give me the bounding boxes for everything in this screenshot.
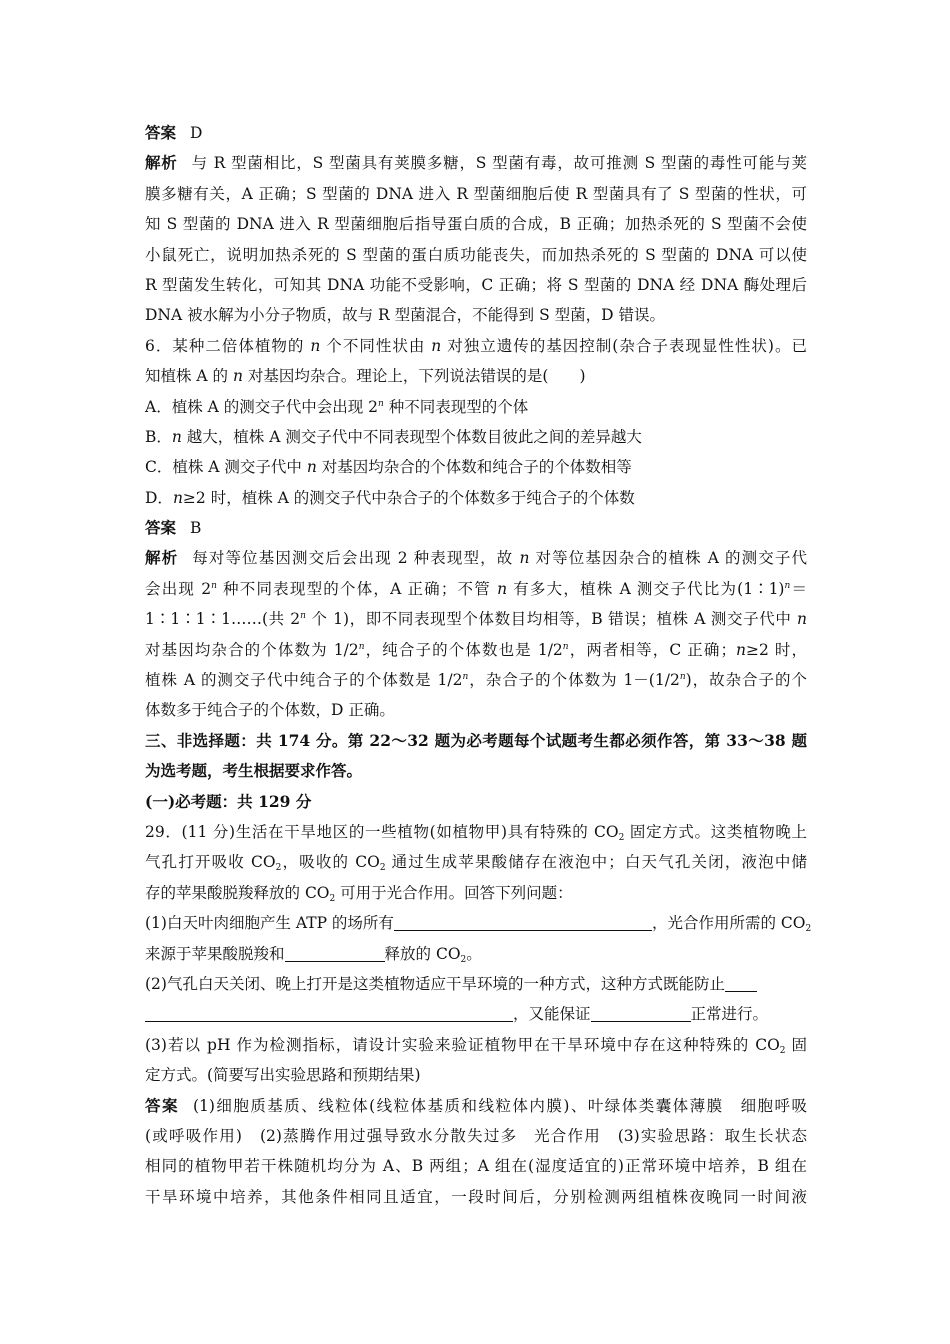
q6-stem-line: [145, 331, 807, 361]
text: 对基因均杂合的个体数和纯合子的个体数相等: [316, 458, 632, 477]
q6-analysis-line: [145, 635, 807, 665]
var-n: n: [519, 549, 530, 568]
q29-part2-line: [145, 969, 807, 999]
q6-option-b: [145, 422, 807, 452]
text: 个不同性状由: [320, 336, 432, 355]
text: ，纯合子的个体数也是 1/2: [364, 640, 563, 659]
var-n: n: [300, 611, 306, 622]
var-n: n: [306, 458, 317, 477]
q29-answer-line: 相同的植物甲若干株随机均分为 A、B 两组；A 组在(湿度适宜的)正常环境中培养，B 组在: [145, 1157, 807, 1176]
text: 知植株 A 的: [145, 367, 233, 386]
var-n: n: [378, 398, 384, 409]
var-n: n: [679, 672, 686, 683]
text: 29．(11 分)生活在干旱地区的一些植物(如植物甲)具有特殊的: [145, 822, 595, 841]
text: 对等位基因杂合的植株 A 的测交子代: [529, 549, 807, 568]
co2-text: CO: [355, 853, 380, 872]
q6-analysis-line: [145, 574, 807, 604]
var-n: n: [171, 427, 182, 446]
text: 释放的: [384, 944, 436, 963]
co2-text: CO: [755, 1035, 780, 1054]
var-n: n: [462, 672, 469, 683]
text: 正常进行。: [690, 1005, 769, 1024]
q5-answer: [145, 118, 807, 148]
co2-text: CO: [435, 944, 461, 963]
text: 来源于苹果酸脱羧和: [145, 944, 285, 963]
q6-analysis-line: [145, 543, 807, 573]
q29-stem-line: [145, 847, 807, 877]
text: 每对等位基因测交后会出现 2 种表现型，故: [192, 549, 520, 568]
text: 植株 A 的测交子代中纯合子的个体数是 1/2: [145, 671, 463, 690]
text: (3)若以 pH 作为检测指标，请设计实验来验证植物甲在干旱环境中存在这种特殊的: [145, 1035, 756, 1054]
text: B．: [145, 427, 172, 446]
co2-text: CO: [780, 914, 806, 933]
text: 通过生成苹果酸储存在液泡中；白天气孔关闭，液泡中储: [385, 853, 807, 872]
subscript: 2: [275, 863, 282, 874]
answer-blank[interactable]: [725, 975, 757, 992]
var-n: n: [497, 579, 508, 598]
subsection-heading: (一)必考题：共 129 分: [145, 791, 312, 811]
q5-analysis-line: DNA 被水解为小分子物质，故与 R 型菌混合，不能得到 S 型菌，D 错误。: [145, 306, 665, 325]
co2-text: CO: [304, 883, 330, 902]
text: 个 1)，即不同表现型个体数目均相等，B 错误；植株 A 测交子代中: [305, 610, 798, 629]
text: 会出现 2: [145, 579, 212, 598]
q29-part1-line: [145, 939, 807, 969]
analysis-label: 解析: [145, 548, 179, 568]
answer-blank[interactable]: [145, 1005, 513, 1022]
section-heading: 三、非选择题：共 174 分。第 22～32 题为必考题每个试题考生都必须作答，第 33～38 题: [145, 730, 807, 750]
q29-part3-line: [145, 1030, 807, 1060]
text: 。: [466, 944, 482, 963]
text: ，吸收的: [281, 853, 356, 872]
text: ，光合作用所需的: [651, 914, 781, 933]
var-n: n: [736, 640, 747, 659]
subscript: 2: [618, 832, 625, 843]
q29-stem-line: [145, 878, 807, 908]
text: 存的苹果酸脱羧释放的: [145, 883, 305, 902]
answer-blank[interactable]: [591, 1005, 691, 1022]
analysis-text: 与 R 型菌相比，S 型菌具有荚膜多糖，S 型菌有毒，故可推测 S 型菌的毒性可能与荚: [191, 154, 807, 173]
q5-analysis-line: 小鼠死亡，说明加热杀死的 S 型菌的蛋白质功能丧失，而加热杀死的 S 型菌的 DNA 可以使: [145, 245, 807, 264]
subscript: 2: [329, 893, 336, 904]
q6-analysis-line: 体数多于纯合子的个体数，D 正确。: [145, 701, 395, 720]
text: ，杂合子的个体数为 1－(1/2: [468, 671, 680, 690]
var-n: n: [232, 367, 243, 386]
text: 气孔打开吸收: [145, 853, 252, 872]
co2-text: CO: [251, 853, 276, 872]
answer-label: 答案: [145, 1095, 179, 1115]
document-page: [145, 118, 812, 1212]
text: 对基因均杂合的个体数为 1/2: [145, 640, 359, 659]
var-n: n: [211, 580, 217, 591]
text: 对基因均杂合。理论上，下列说法错误的是( ): [242, 367, 586, 386]
q6-stem-line: [145, 361, 807, 391]
text: A．植株 A 的测交子代中会出现 2: [145, 397, 379, 416]
q29-part3-line: 定方式。(简要写出实验思路和预期结果): [145, 1066, 421, 1085]
q5-analysis-line: R 型菌发生转化，可知其 DNA 功能不受影响，C 正确；将 S 型菌的 DNA 经 DNA 酶处理后: [145, 275, 807, 294]
var-n: n: [797, 610, 807, 629]
text: 6．某种二倍体植物的: [145, 336, 311, 355]
q29-answer-line: [145, 1091, 807, 1121]
text: (1)细胞质基质、线粒体(线粒体基质和线粒体内膜)、叶绿体类囊体薄膜 细胞呼吸: [192, 1096, 807, 1115]
answer-value: B: [190, 519, 202, 538]
text: )，故杂合子的个: [685, 671, 807, 690]
var-n: n: [358, 641, 365, 652]
q6-option-d: [145, 483, 807, 513]
answer-value: D: [190, 124, 203, 142]
answer-label: 答案: [145, 123, 177, 142]
answer-blank[interactable]: [394, 914, 652, 931]
text: D．: [145, 488, 173, 507]
text: 固: [785, 1035, 807, 1054]
text: ＝: [790, 579, 807, 598]
text: 种不同表现型的个体，A 正确；不管: [216, 579, 498, 598]
q6-option-a: [145, 392, 807, 422]
text: 种不同表现型的个体: [383, 397, 529, 416]
text: C．植株 A 测交子代中: [145, 458, 307, 477]
text: 有多大，植株 A 测交子代比为(1∶1): [507, 579, 785, 598]
text: ，两者相等，C 正确；: [568, 640, 737, 659]
text: (1)白天叶肉细胞产生 ATP 的场所有: [145, 914, 394, 933]
analysis-label: 解析: [145, 153, 178, 173]
q6-analysis-line: [145, 604, 807, 634]
var-n: n: [172, 488, 183, 507]
text: ≥2 时，: [746, 640, 808, 659]
text: 1∶1∶1∶1……(共 2: [145, 610, 301, 629]
subscript: 2: [805, 924, 812, 935]
subscript: 2: [460, 954, 467, 965]
subscript: 2: [379, 863, 386, 874]
var-n: n: [310, 336, 321, 355]
text: 固定方式。这类植物晚上: [624, 822, 807, 841]
q5-analysis-line: 知 S 型菌的 DNA 进入 R 型菌细胞后指导蛋白质的合成，B 正确；加热杀死的 S 型菌不会使: [145, 215, 807, 234]
q29-answer-line: (或呼吸作用) (2)蒸腾作用过强导致水分散失过多 光合作用 (3)实验思路：取生长状态: [145, 1126, 807, 1145]
var-n: n: [431, 336, 442, 355]
text: (2)气孔白天关闭、晚上打开是这类植物适应干旱环境的一种方式，这种方式既能防止: [145, 974, 725, 993]
answer-blank[interactable]: [285, 945, 385, 962]
text: 越大，植株 A 测交子代中不同表现型个体数目彼此之间的差异越大: [181, 427, 642, 446]
section-heading: 为选考题，考生根据要求作答。: [145, 761, 363, 781]
q5-analysis-line: [145, 148, 807, 178]
text: ，又能保证: [513, 1005, 591, 1024]
co2-text: CO: [594, 822, 619, 841]
answer-label: 答案: [145, 518, 177, 538]
q6-option-c: [145, 452, 807, 482]
text: 可用于光合作用。回答下列问题：: [335, 883, 573, 902]
var-n: n: [784, 580, 791, 591]
q6-analysis-line: [145, 665, 807, 695]
q29-answer-line: 干旱环境中培养，其他条件相同且适宜，一段时间后，分别检测两组植株夜晚同一时间液: [145, 1187, 807, 1206]
q29-part1-line: [145, 908, 812, 938]
q29-stem-line: [145, 817, 807, 847]
q6-answer: [145, 513, 807, 543]
text: 对独立遗传的基因控制(杂合子表现显性性状)。已: [441, 336, 807, 355]
q29-part2-line: [145, 999, 807, 1029]
var-n: n: [562, 641, 569, 652]
subscript: 2: [779, 1045, 786, 1056]
q5-analysis-line: 膜多糖有关，A 正确；S 型菌的 DNA 进入 R 型菌细胞后使 R 型菌具有了 S 型菌的性状，可: [145, 184, 807, 203]
text: ≥2 时，植株 A 的测交子代中杂合子的个体数多于纯合子的个体数: [182, 488, 635, 507]
